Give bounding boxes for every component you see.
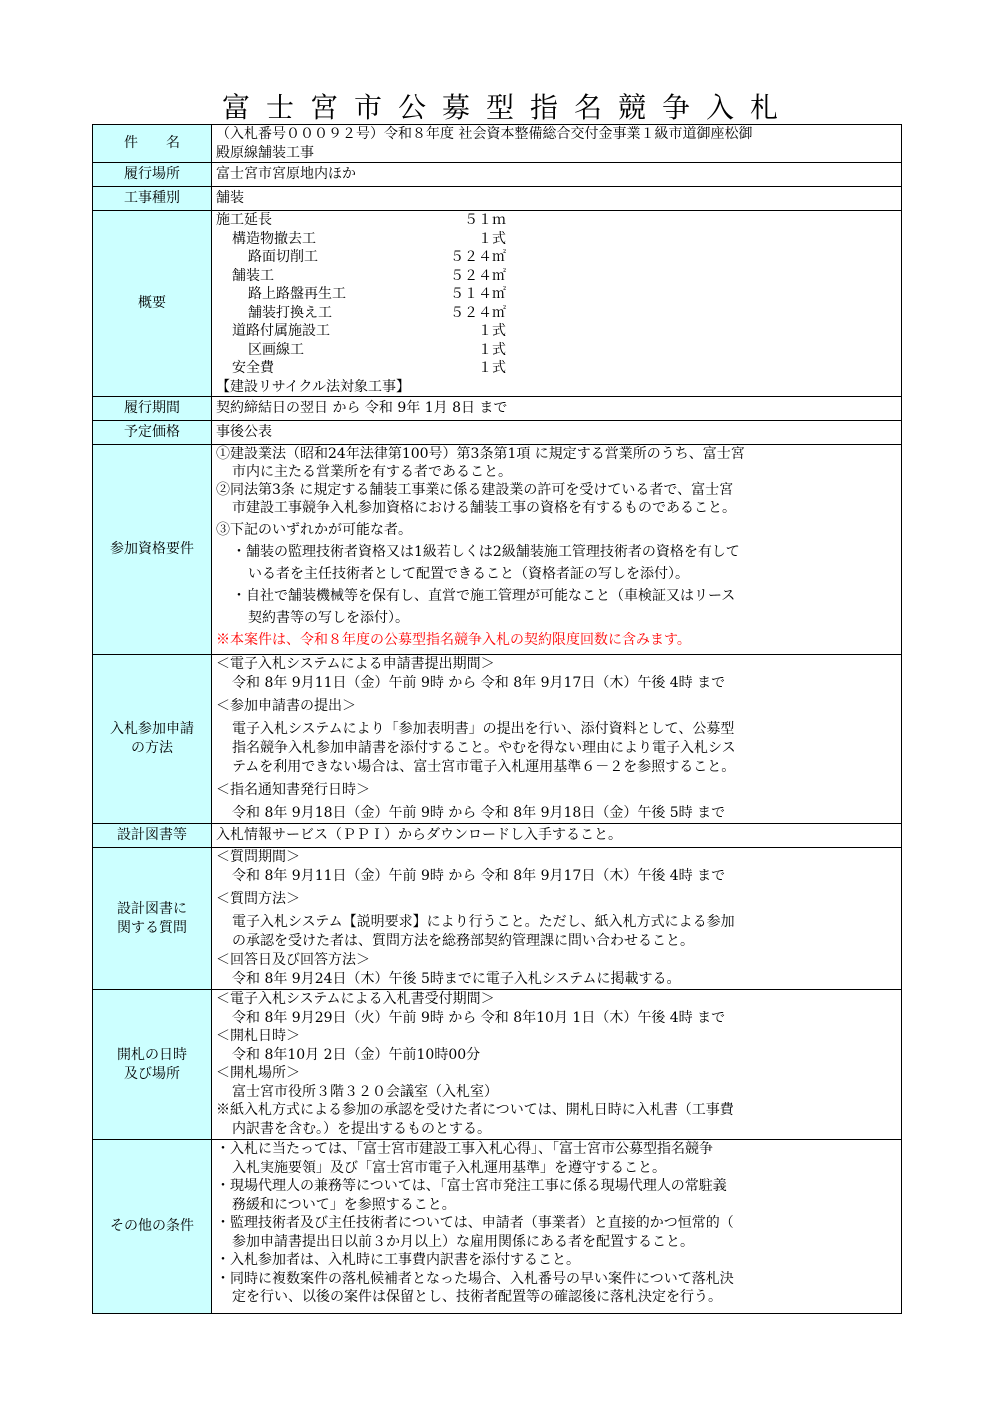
- value-shubetsu: 舗装: [212, 187, 902, 211]
- label-shubetsu: 工事種別: [93, 187, 212, 211]
- kaisatsu-line: ＜開札場所＞: [216, 1065, 300, 1081]
- gaiyo-item-qty: １式: [478, 341, 506, 358]
- value-sonota: [212, 1140, 902, 1314]
- shitsumon-line: 電子入札システム【説明要求】により行うこと。ただし、紙入札方式による参加: [232, 914, 735, 930]
- shitsumon-line: の承認を受けた者は、質問方法を総務部契約管理課に問い合わせること。: [232, 933, 694, 949]
- value-shitsumon: [212, 848, 902, 990]
- sonota-line: 務緩和について」を参照すること。: [232, 1196, 456, 1213]
- label-shitsumon-2: 関する質問: [117, 919, 187, 936]
- sonota-line: ・同時に複数案件の落札候補者となった場合、入札番号の早い案件について落札決: [216, 1270, 734, 1287]
- gaiyo-item-qty: １式: [478, 323, 506, 339]
- kaisatsu-line: 令和 8年10月 2日（金）午前10時00分: [232, 1046, 481, 1063]
- row-shikaku: [93, 445, 902, 655]
- gaiyo-item-qty: ５２４㎡: [450, 267, 506, 284]
- label-moushikomi-2: の方法: [131, 740, 173, 756]
- moushikomi-line: 指名競争入札参加申請書を添付すること。やむを得ない理由により電子入札シス: [232, 740, 736, 756]
- sonota-line: ・入札参加者は、入札時に工事費内訳書を添付すること。: [216, 1252, 580, 1268]
- sonota-line: ・入札に当たっては、「富士宮市建設工事入札心得」、「富士宮市公募型指名競争: [216, 1141, 713, 1157]
- row-moushikomi: [93, 655, 902, 824]
- sonota-line: 入札実施要領」及び「富士宮市電子入札運用基準」を遵守すること。: [232, 1159, 666, 1176]
- gaiyo-item-name: 構造物撤去工: [232, 230, 316, 247]
- value-kaisatsu: [212, 990, 902, 1140]
- shikaku-line: ③下記のいずれかが可能な者。: [216, 522, 412, 538]
- sonota-line: 参加申請書提出日以前３か月以上）な雇用関係にある者を配置すること。: [232, 1233, 694, 1250]
- shikaku-line: 市建設工事競争入札参加資格における舗装工事の資格を有するものであること。: [232, 500, 736, 516]
- gaiyo-item-name: 路上路盤再生工: [248, 286, 346, 302]
- value-kenmei: [212, 125, 902, 163]
- shikaku-line: 市内に主たる営業所を有する者であること。: [232, 464, 512, 480]
- label-sonota: その他の条件: [93, 1140, 212, 1314]
- gaiyo-note: 【建設リサイクル法対象工事】: [216, 378, 411, 395]
- moushikomi-line: ＜電子入札システムによる申請書提出期間＞: [216, 656, 495, 672]
- moushikomi-line: 令和 8年 9月18日（金）午前 9時 から 令和 8年 9月18日（金）午後 5時 まで: [232, 805, 726, 821]
- moushikomi-line: 電子入札システムにより「参加表明書」の提出を行い、添付資料として、公募型: [232, 721, 735, 737]
- sonota-line: ・監理技術者及び主任技術者については、申請者（事業者）と直接的かつ恒常的（: [216, 1215, 734, 1231]
- gaiyo-item-name: 道路付属施設工: [232, 323, 330, 339]
- sonota-line: ・現場代理人の兼務等については、「富士宮市発注工事に係る現場代理人の常駐義: [216, 1178, 727, 1194]
- gaiyo-item-qty: １式: [478, 360, 506, 376]
- shitsumon-line: ＜回答日及び回答方法＞: [216, 952, 370, 968]
- label-moushikomi: [93, 655, 212, 824]
- kaisatsu-line: ＜電子入札システムによる入札書受付期間＞: [216, 991, 495, 1007]
- label-zusho: 設計図書等: [93, 824, 212, 848]
- gaiyo-item-qty: １式: [478, 230, 506, 247]
- label-kaisatsu-2: 及び場所: [124, 1065, 180, 1082]
- row-gaiyo: [93, 211, 902, 397]
- shikaku-line: 契約書等の写しを添付）。: [248, 610, 409, 626]
- label-basho: 履行場所: [93, 163, 212, 187]
- label-kaisatsu-1: 開札の日時: [117, 1046, 187, 1063]
- value-basho: 富士宮市宮原地内ほか: [212, 163, 902, 187]
- value-moushikomi: [212, 655, 902, 824]
- gaiyo-item-name: 区画線工: [248, 341, 304, 358]
- label-kakaku: 予定価格: [93, 421, 212, 445]
- label-shitsumon: [93, 848, 212, 990]
- moushikomi-line: ＜参加申請書の提出＞: [216, 698, 356, 714]
- label-gaiyo: 概要: [93, 211, 212, 397]
- row-zusho: [93, 824, 902, 848]
- label-moushikomi-1: 入札参加申請: [110, 721, 194, 737]
- moushikomi-line: テムを利用できない場合は、富士宮市電子入札運用基準６－２を参照すること。: [232, 759, 736, 775]
- gaiyo-item-qty: ５２４㎡: [450, 304, 506, 321]
- row-shubetsu: [93, 187, 902, 211]
- label-shikaku: 参加資格要件: [93, 445, 212, 655]
- kaisatsu-line: ＜開札日時＞: [216, 1028, 300, 1044]
- gaiyo-item-name: 施工延長: [216, 212, 272, 228]
- label-kikan: 履行期間: [93, 397, 212, 421]
- label-kenmei: 件 名: [93, 125, 212, 163]
- moushikomi-line: ＜指名通知書発行日時＞: [216, 782, 370, 798]
- moushikomi-line: 令和 8年 9月11日（金）午前 9時 から 令和 8年 9月17日（木）午後 4時 まで: [232, 675, 726, 691]
- shitsumon-line: ＜質問期間＞: [216, 849, 300, 865]
- kaisatsu-line: 富士宮市役所３階３２０会議室（入札室）: [232, 1083, 498, 1100]
- shitsumon-line: 令和 8年 9月24日（木）午後 5時までに電子入札システムに掲載する。: [232, 971, 681, 987]
- shikaku-line: ・自社で舗装機械等を保有し、直営で施工管理が可能なこと（車検証又はリース: [232, 588, 736, 604]
- kaisatsu-line: ※紙入札方式による参加の承認を受けた者については、開札日時に入札書（工事費: [216, 1102, 734, 1118]
- value-shikaku: [212, 445, 902, 655]
- gaiyo-item-name: 路面切削工: [248, 249, 318, 265]
- shikaku-notice: ※本案件は、令和８年度の公募型指名競争入札の契約限度回数に含みます。: [216, 632, 691, 648]
- row-sonota: [93, 1140, 902, 1314]
- row-kikan: [93, 397, 902, 421]
- shikaku-line: ②同法第3条 に規定する舗装工事業に係る建設業の許可を受けている者で、富士宮: [216, 482, 734, 498]
- gaiyo-item-qty: ５１４㎡: [450, 286, 506, 302]
- kenmei-line-1: （入札番号０００９２号）令和８年度 社会資本整備総合交付金事業１級市道御座松御: [216, 126, 753, 142]
- kenmei-line-2: 殿原線舗装工事: [216, 144, 314, 161]
- gaiyo-item-qty: ５１ｍ: [464, 212, 506, 228]
- value-gaiyo: [212, 211, 902, 397]
- label-shitsumon-1: 設計図書に: [117, 900, 187, 917]
- page-title: 富士宮市公募型指名競争入札: [221, 91, 794, 124]
- value-kikan: 契約締結日の翌日 から 令和 9年 1月 8日 まで: [212, 397, 902, 421]
- value-zusho: 入札情報サービス（ＰＰＩ）からダウンロードし入手すること。: [212, 824, 902, 848]
- row-basho: [93, 163, 902, 187]
- value-kakaku: 事後公表: [212, 421, 902, 445]
- shikaku-line: ・舗装の監理技術者資格又は1級若しくは2級舗装施工管理技術者の資格を有して: [232, 544, 740, 560]
- gaiyo-item-name: 舗装工: [232, 267, 274, 284]
- gaiyo-item-name: 安全費: [232, 360, 274, 376]
- row-kaisatsu: [93, 990, 902, 1140]
- bid-info-table: [92, 124, 902, 1314]
- label-kaisatsu: [93, 990, 212, 1140]
- gaiyo-item-name: 舗装打換え工: [248, 304, 332, 321]
- gaiyo-item-qty: ５２４㎡: [450, 249, 506, 265]
- shikaku-line: ①建設業法（昭和24年法律第100号）第3条第1項 に規定する営業所のうち、富士宮: [216, 446, 745, 462]
- shitsumon-line: ＜質問方法＞: [216, 891, 300, 907]
- row-shitsumon: [93, 848, 902, 990]
- row-kenmei: [93, 125, 902, 163]
- row-kakaku: [93, 421, 902, 445]
- shikaku-line: いる者を主任技術者として配置できること（資格者証の写しを添付）。: [248, 566, 689, 582]
- kaisatsu-line: 令和 8年 9月29日（火）午前 9時 から 令和 8年10月 1日（木）午後 4時 まで: [232, 1009, 726, 1026]
- sonota-line: 定を行い、以後の案件は保留とし、技術者配置等の確認後に落札決定を行う。: [232, 1289, 722, 1305]
- kaisatsu-line: 内訳書を含む。）を提出するものとする。: [232, 1120, 491, 1137]
- shitsumon-line: 令和 8年 9月11日（金）午前 9時 から 令和 8年 9月17日（木）午後 4時 まで: [232, 868, 726, 884]
